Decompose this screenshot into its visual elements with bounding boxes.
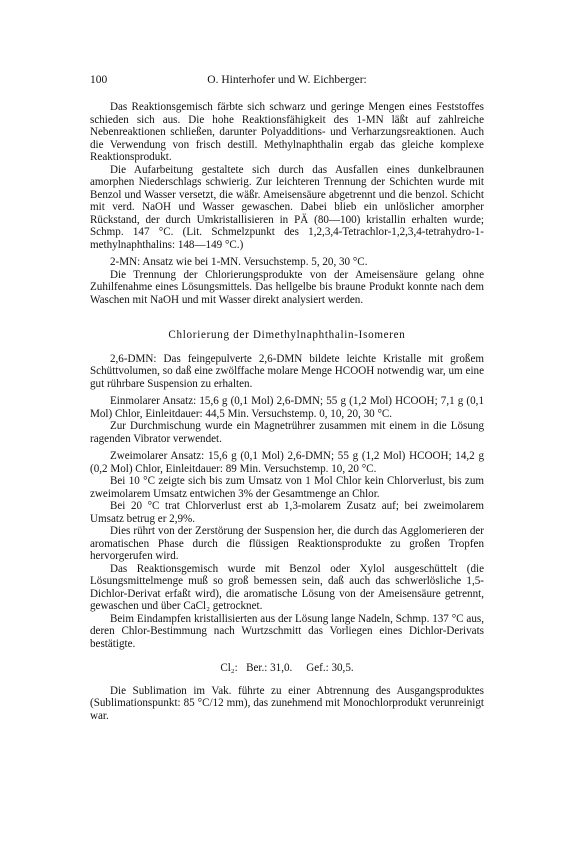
paragraph: Zweimolarer Ansatz: 15,6 g (0,1 Mol) 2,6-DMN; 55 g (1,2 Mol) HCOOH; 14,2 g (0,2 Mol) Chlor, Einleitdauer: 89 Min. Versuchstemp. 10, 20 °C. [90, 450, 484, 475]
running-head: O. Hinterhofer und W. Eichberger: [207, 74, 367, 86]
analysis-result [90, 662, 484, 675]
analysis-calculated: Ber.: 31,0. [246, 662, 293, 674]
paragraph: Die Trennung der Chlorierungsprodukte von der Ameisensäure gelang ohne Zuhilfenahme eines Lösungsmittels. Das hellgelbe bis braune Produkt konnte nach dem Waschen mit NaOH und mit Wasser direkt analysiert werden. [90, 268, 484, 306]
paragraph: Das Reaktionsgemisch färbte sich schwarz und geringe Mengen eines Feststoffes schieden sich aus. Die hohe Reaktionsfähigkeit des 1-MN läßt auf zahlreiche Nebenreaktionen schließen, darunter Polyadditions- und Verharzungsreaktionen. Auch die Verwendung von frisch destill. Methylnaphthalin ergab das gleiche komplexe Reaktionsprodukt. [90, 101, 484, 163]
page-header [90, 74, 484, 88]
paragraph: Dies rührt von der Zerstörung der Suspension her, die durch das Agglomerieren der aromatischen Phase durch die flüssigen Reaktionsprodukte zu großen Tropfen hervorgerufen wird. [90, 525, 484, 562]
paragraph: Die Aufarbeitung gestaltete sich durch das Ausfallen eines dunkelbraunen amorphen Niederschlags schwierig. Zur leichteren Trennung der Schichten wurde mit Benzol und Wasser versetzt, die wäßr. Ameisensäure abgetrennt und die benzol. Schicht mit verd. NaOH und Wasser gewaschen. Dabei blieb ein unlöslicher amorpher Rückstand, der durch Umkristallisieren in PÄ (80—100) kristallin erhalten wurde; Schmp. 147 °C. (Lit. Schmelzpunkt des 1,2,3,4-Tetrachlor-1,2,3,4-tetrahydro-1-methylnaphthalins: 148—149 °C.) [90, 163, 484, 251]
page-number: 100 [90, 74, 108, 86]
paragraph: 2,6-DMN: Das feingepulverte 2,6-DMN bildete leichte Kristalle mit großem Schüttvolumen, so daß eine zwölffache molare Menge HCOOH notwendig war, um eine gut rührbare Suspension zu erhalten. [90, 352, 484, 390]
paragraph: Zur Durchmischung wurde ein Magnetrührer zusammen mit einem in die Lösung ragenden Vibrator verwendet. [90, 420, 484, 445]
section-heading: Chlorierung der Dimethylnaphthalin-Isomeren [168, 329, 406, 341]
paragraph: Die Sublimation im Vak. führte zu einer Abtrennung des Ausgangsproduktes (Sublimationspunkt: 85 °C/12 mm), das zunehmend mit Monochlorprodukt verunreinigt war. [90, 684, 484, 722]
analysis-found: Gef.: 30,5. [306, 662, 354, 674]
analysis-label: Cl₂: [220, 662, 238, 674]
paragraph: Bei 10 °C zeigte sich bis zum Umsatz von 1 Mol Chlor kein Chlorverlust, bis zum zweimolarem Umsatz entwichen 3% der Gesamtmenge an Chlor. [90, 475, 484, 500]
paragraph: Das Reaktionsgemisch wurde mit Benzol oder Xylol ausgeschüttelt (die Lösungsmittelmenge muß so groß bemessen sein, daß auch das schwerlösliche 1,5-Dichlor-Derivat erfaßt wird), die aromatische Lösung von der Ameisensäure getrennt, gewaschen und über CaCl₂ getrocknet. [90, 562, 484, 612]
paragraph: Beim Eindampfen kristallisierten aus der Lösung lange Nadeln, Schmp. 137 °C aus, deren Chlor-Bestimmung nach Wurtzschmitt das Vorliegen eines Dichlor-Derivats bestätigte. [90, 612, 484, 650]
paragraph: Bei 20 °C trat Chlorverlust erst ab 1,3-molarem Zusatz auf; bei zweimolarem Umsatz betrug er 2,9%. [90, 500, 484, 525]
body-text [90, 101, 484, 722]
paragraph: 2-MN: Ansatz wie bei 1-MN. Versuchstemp. 5, 20, 30 °C. [109, 256, 368, 268]
paragraph: Einmolarer Ansatz: 15,6 g (0,1 Mol) 2,6-DMN; 55 g (1,2 Mol) HCOOH; 7,1 g (0,1 Mol) Chlor, Einleitdauer: 44,5 Min. Versuchstemp. 0, 10, 20, 30 °C. [90, 395, 484, 420]
